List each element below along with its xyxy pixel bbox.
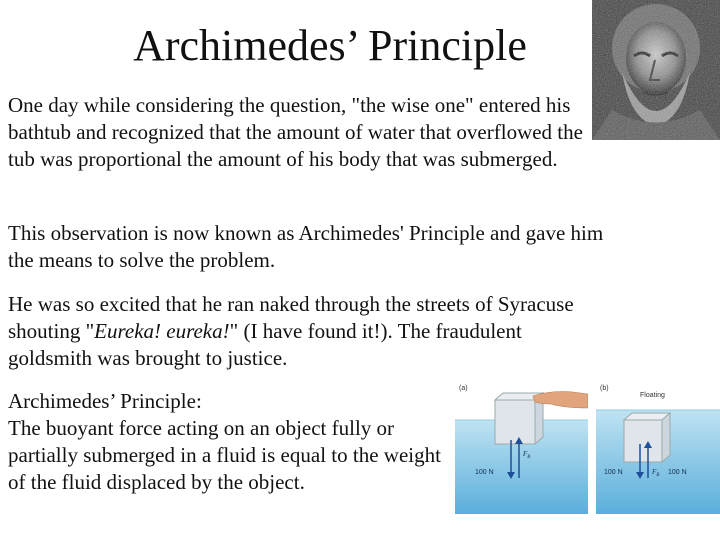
paragraph-eureka: He was so excited that he ran naked through the streets of Syracuse shouting "Eureka! eureka!" (I have found it!). The fraudulent goldsmith was brought to justice. <box>8 292 574 370</box>
paragraph-bathtub: One day while considering the question, "the wise one" entered his bathtub and recognized that the amount of water that overflowed the tub was proportional the amount of his body that was submerged. <box>8 93 583 171</box>
figure-a-label: (a) <box>459 385 468 392</box>
slide-title: Archimedes’ Principle <box>133 21 527 70</box>
eureka-emphasis: Eureka! eureka! <box>94 319 230 343</box>
paragraph-principle-known: This observation is now known as Archimedes' Principle and gave him the means to solve the problem. <box>8 221 604 272</box>
buoyant-value-b: 100 N <box>668 469 687 476</box>
archimedes-portrait <box>592 0 720 140</box>
floating-label: Floating <box>640 392 665 399</box>
weight-label-b: 100 N <box>604 469 623 476</box>
principle-heading: Archimedes’ Principle: <box>8 389 202 413</box>
figure-b-floating-block <box>596 382 720 514</box>
figure-a-submerged-block <box>455 382 588 514</box>
principle-definition <box>8 388 458 496</box>
block-b <box>624 413 670 462</box>
buoyant-force-label-b: $F_B$ <box>652 468 660 478</box>
weight-label-a: 100 N <box>475 469 494 476</box>
principle-text: The buoyant force acting on an object fully or partially submerged in a fluid is equal to the weight of the fluid displaced by the object. <box>8 416 441 494</box>
buoyant-force-label-a: $F_B$ <box>523 450 531 460</box>
figure-b-label: (b) <box>600 385 609 392</box>
